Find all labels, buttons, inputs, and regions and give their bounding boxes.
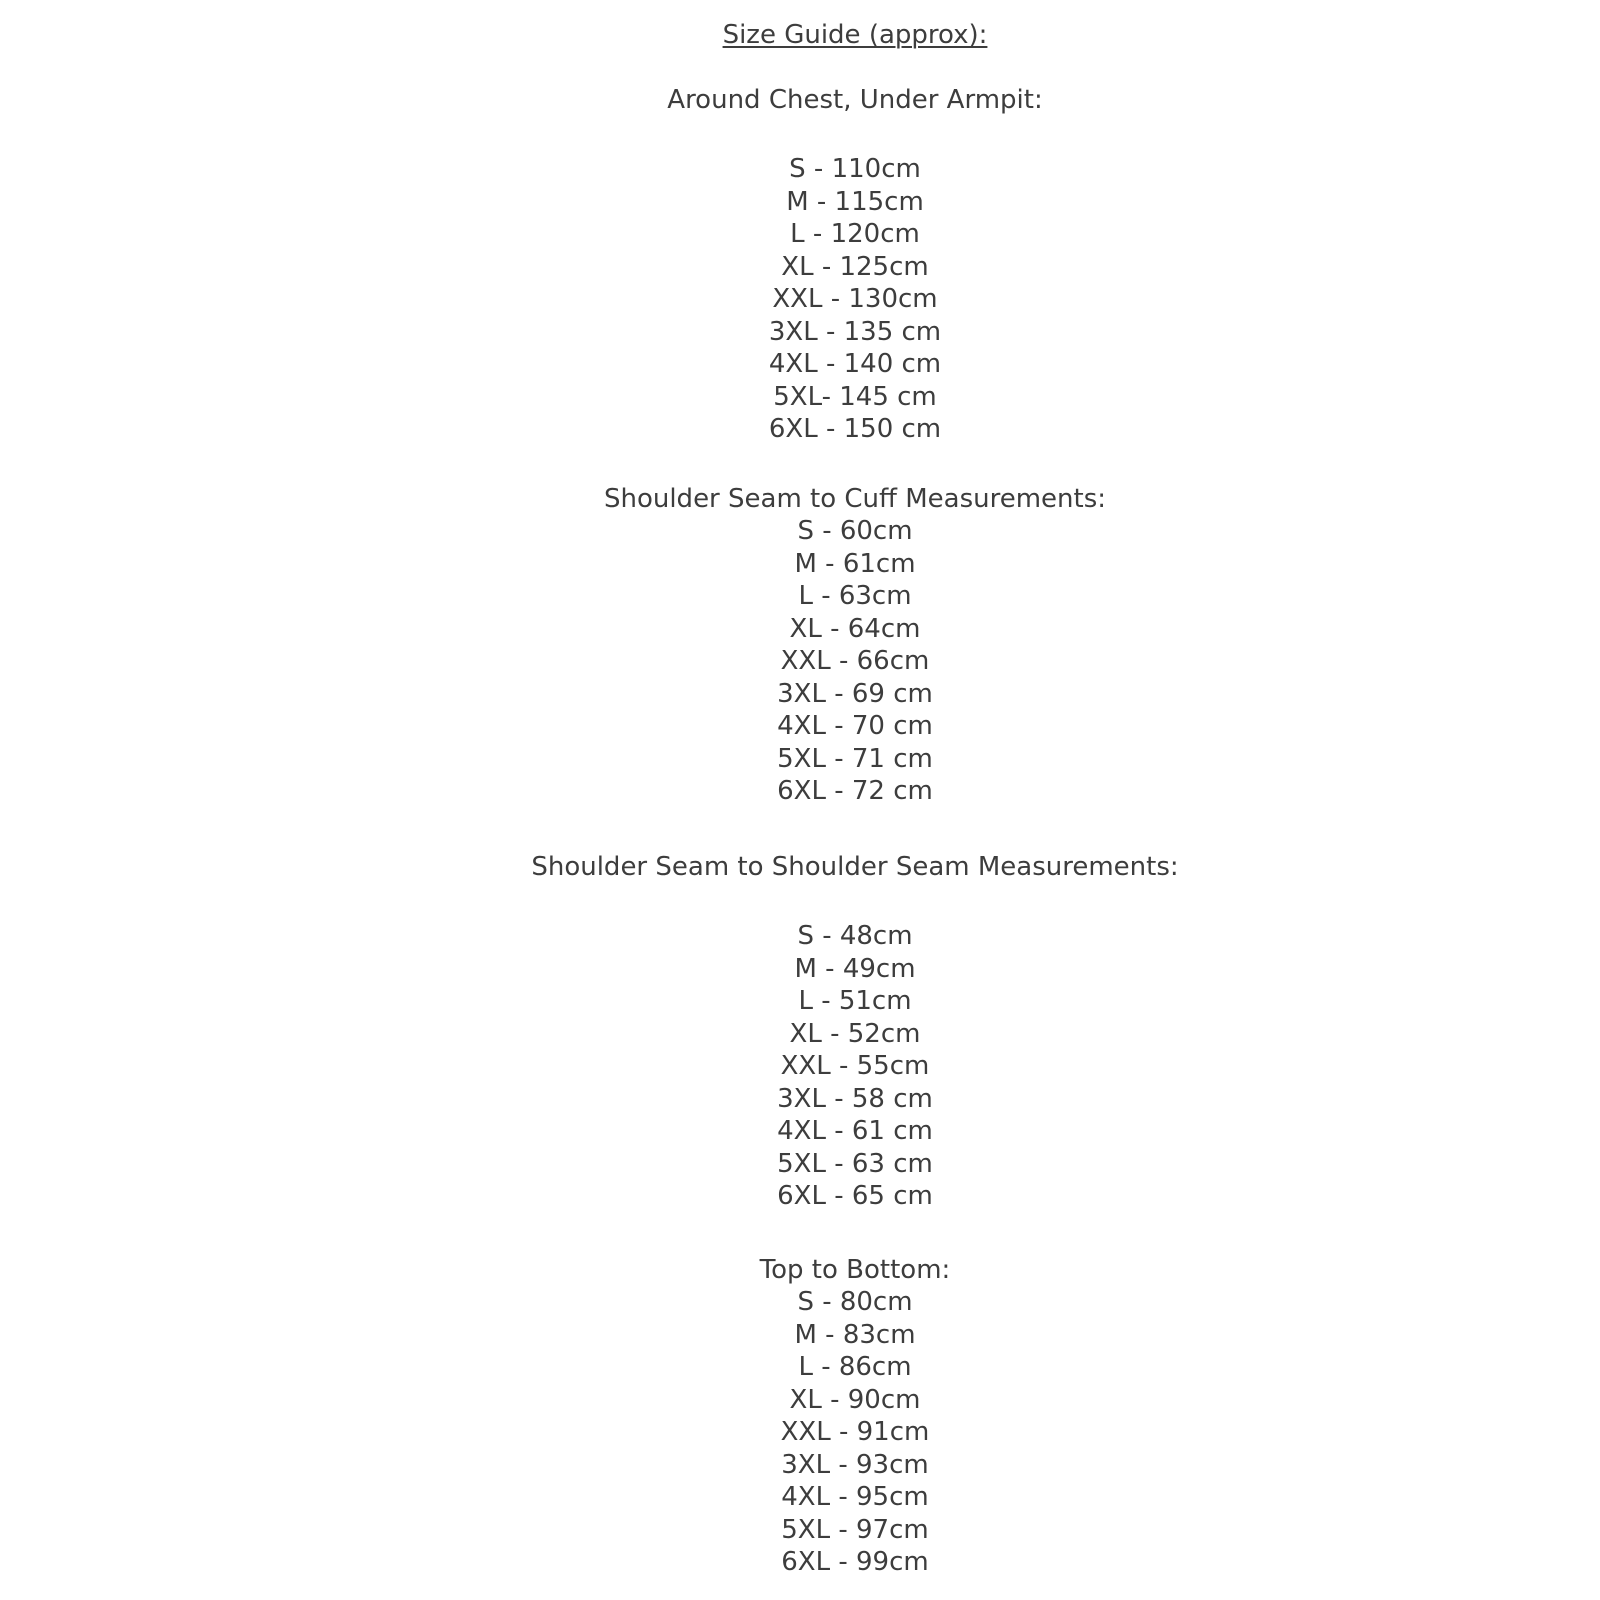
size-item: 6XL - 72 cm [777, 776, 933, 806]
size-section [110, 84, 1600, 446]
size-item: XL - 125cm [781, 251, 929, 282]
size-item: 5XL - 97cm [781, 1514, 929, 1545]
size-item: 3XL - 93cm [781, 1449, 929, 1480]
section-heading: Shoulder Seam to Cuff Measurements: [603, 483, 1107, 514]
size-item: S - 48cm [797, 921, 913, 951]
size-item: 3XL - 69 cm [777, 678, 933, 709]
size-item: XL - 90cm [789, 1384, 921, 1415]
size-item: XXL - 130cm [772, 284, 938, 314]
size-item: L - 86cm [798, 1352, 912, 1382]
section-heading: Shoulder Seam to Shoulder Seam Measurements: [531, 851, 1179, 882]
size-item: M - 83cm [794, 1319, 916, 1350]
page-title: Size Guide (approx): [722, 20, 988, 50]
size-guide-page [110, 0, 1600, 1579]
section-items [110, 1286, 1600, 1579]
size-item: 6XL - 150 cm [768, 414, 942, 444]
section-heading: Top to Bottom: [759, 1254, 951, 1285]
size-item: M - 49cm [794, 953, 916, 984]
size-item: 3XL - 58 cm [777, 1083, 933, 1114]
size-item: 5XL- 145 cm [773, 381, 937, 412]
size-section [110, 1254, 1600, 1579]
size-item: S - 80cm [797, 1287, 913, 1317]
size-item: L - 51cm [798, 986, 912, 1016]
size-item: XXL - 55cm [780, 1051, 930, 1081]
size-item: 3XL - 135 cm [768, 316, 942, 347]
size-item: 4XL - 70 cm [777, 711, 933, 741]
size-item: XXL - 91cm [780, 1417, 930, 1447]
sections-container [110, 84, 1600, 1579]
size-item: XL - 64cm [789, 613, 921, 644]
size-item: 6XL - 99cm [781, 1547, 929, 1577]
size-item: 5XL - 63 cm [777, 1148, 933, 1179]
size-section [110, 851, 1600, 1213]
size-item: S - 110cm [789, 154, 921, 184]
size-item: M - 61cm [794, 548, 916, 579]
size-item: 6XL - 65 cm [777, 1181, 933, 1211]
size-item: M - 115cm [786, 186, 924, 217]
size-item: L - 63cm [798, 581, 912, 611]
size-item: S - 60cm [797, 516, 913, 546]
size-item: 4XL - 61 cm [777, 1116, 933, 1146]
size-item: 5XL - 71 cm [777, 743, 933, 774]
size-item: 4XL - 140 cm [768, 349, 942, 379]
size-item: L - 120cm [790, 219, 920, 249]
size-item: 4XL - 95cm [781, 1482, 929, 1512]
section-items [110, 153, 1600, 446]
size-section [110, 483, 1600, 808]
section-items [110, 920, 1600, 1213]
size-item: XXL - 66cm [780, 646, 930, 676]
section-heading: Around Chest, Under Armpit: [667, 84, 1043, 115]
size-item: XL - 52cm [789, 1018, 921, 1049]
section-items [110, 515, 1600, 808]
